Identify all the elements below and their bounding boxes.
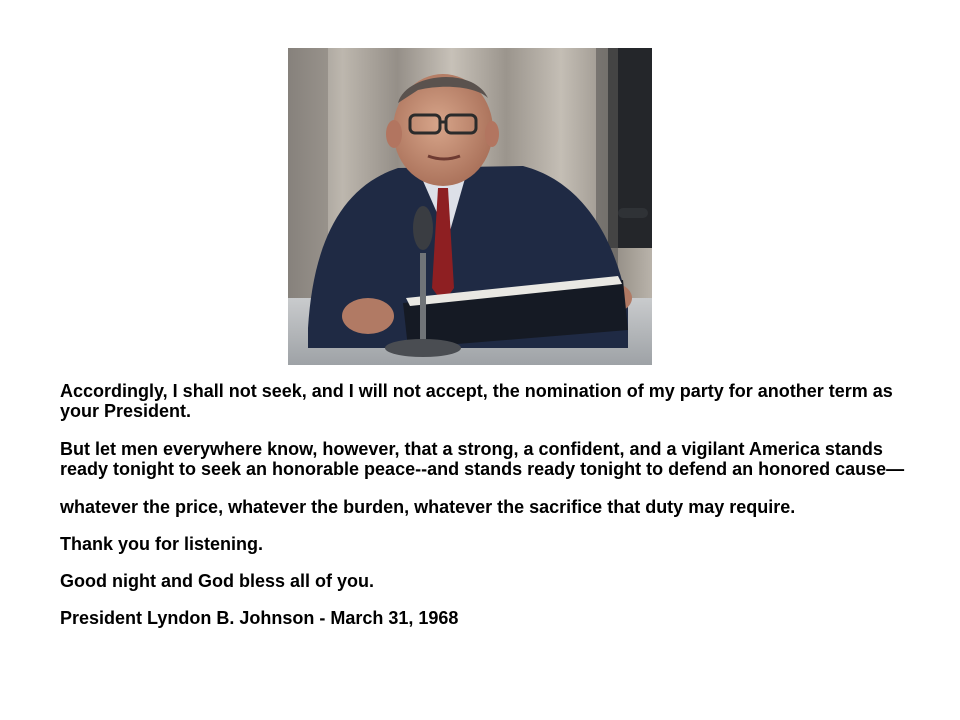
speech-paragraph-5: Good night and God bless all of you.: [60, 571, 374, 591]
speech-paragraph-4: Thank you for listening.: [60, 534, 264, 554]
speech-paragraph-2: But let men everywhere know, however, that a strong, a confident, and a vigilant America stands ready tonight to seek an honorable peace--and stands ready tonight to defend an honored cause—: [60, 439, 905, 479]
speech-paragraph-3: whatever the price, whatever the burden, whatever the sacrifice that duty may require.: [60, 497, 796, 517]
speech-paragraph-1: Accordingly, I shall not seek, and I will not accept, the nomination of my party for another term as your President.: [60, 381, 893, 421]
speaker-photo: [288, 48, 652, 365]
speech-attribution: President Lyndon B. Johnson - March 31, 1968: [60, 608, 459, 628]
speech-excerpt: [60, 381, 930, 628]
